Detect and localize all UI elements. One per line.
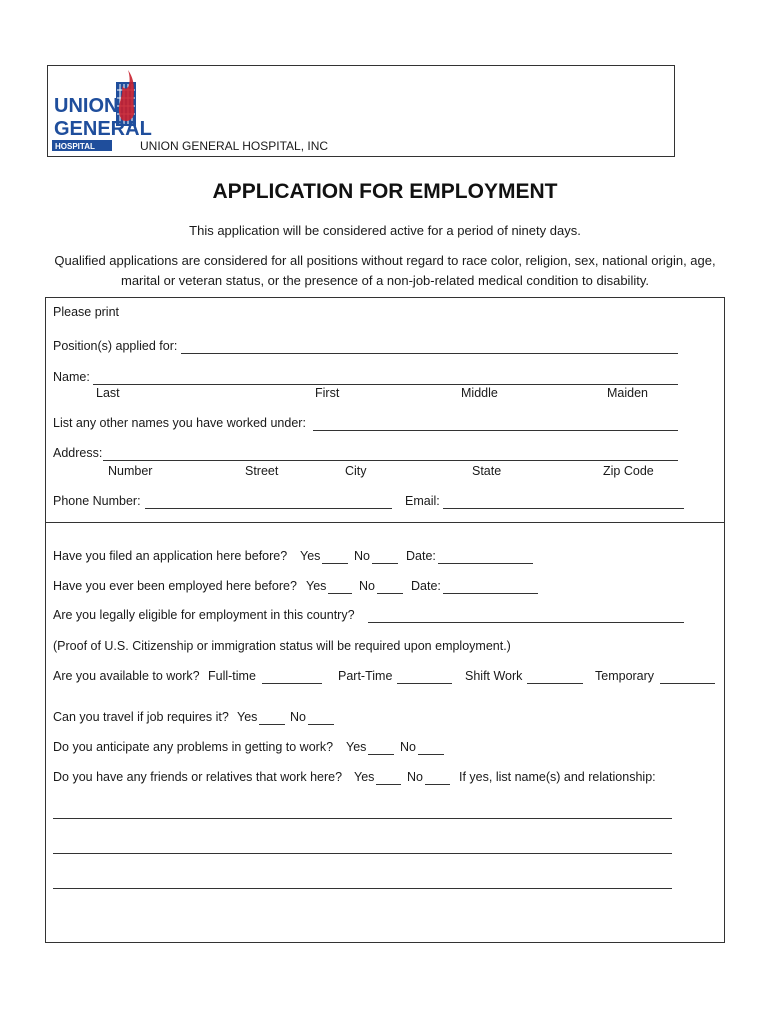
logo-word-general: GENERAL: [54, 118, 152, 140]
email-label: Email:: [405, 494, 440, 508]
phone-field[interactable]: [145, 508, 392, 509]
address-label: Address:: [53, 446, 103, 460]
parttime-label: Part-Time: [338, 669, 393, 683]
address-sub-number: Number: [108, 464, 153, 478]
eligible-question: Are you legally eligible for employment in this country?: [53, 608, 355, 622]
address-field[interactable]: [103, 460, 678, 461]
logo-word-hospital: HOSPITAL: [55, 142, 95, 151]
problems-no-label: No: [400, 740, 416, 754]
list-names-label: If yes, list name(s) and relationship:: [459, 770, 656, 784]
relatives-line-3[interactable]: [53, 888, 672, 889]
friends-question: Do you have any friends or relatives that work here?: [53, 770, 343, 784]
employed-before-yes-label: Yes: [306, 579, 327, 593]
fulltime-field[interactable]: [262, 683, 322, 684]
filed-before-no-field[interactable]: [372, 563, 398, 564]
proof-note: (Proof of U.S. Citizenship or immigration status will be required upon employment.): [53, 639, 511, 653]
phone-label: Phone Number:: [53, 494, 141, 508]
other-names-field[interactable]: [313, 430, 678, 431]
other-names-label: List any other names you have worked under:: [53, 416, 306, 430]
problems-yes-field[interactable]: [368, 754, 394, 755]
logo-word-union: UNION: [54, 95, 119, 117]
name-sub-last: Last: [96, 386, 120, 400]
travel-no-label: No: [290, 710, 306, 724]
travel-yes-label: Yes: [237, 710, 258, 724]
address-sub-zip: Zip Code: [603, 464, 654, 478]
email-field[interactable]: [443, 508, 684, 509]
address-sub-state: State: [472, 464, 502, 478]
fulltime-label: Full-time: [208, 669, 256, 683]
position-label: Position(s) applied for:: [53, 339, 178, 353]
filed-before-yes-label: Yes: [300, 549, 321, 563]
availability-question: Are you available to work?: [53, 669, 200, 683]
union-general-logo: [52, 68, 152, 156]
hospital-name: UNION GENERAL HOSPITAL, INC: [140, 139, 329, 153]
relatives-line-1[interactable]: [53, 818, 672, 819]
employed-before-date-field[interactable]: [443, 593, 538, 594]
temporary-label: Temporary: [595, 669, 655, 683]
please-print-label: Please print: [53, 305, 120, 319]
filed-before-question: Have you filed an application here before?: [53, 549, 288, 563]
name-label: Name:: [53, 370, 90, 384]
relatives-line-2[interactable]: [53, 853, 672, 854]
shiftwork-label: Shift Work: [465, 669, 523, 683]
address-sub-street: Street: [245, 464, 279, 478]
employed-before-no-field[interactable]: [377, 593, 403, 594]
employed-before-yes-field[interactable]: [328, 593, 352, 594]
name-field[interactable]: [93, 384, 678, 385]
friends-no-label: No: [407, 770, 423, 784]
problems-question: Do you anticipate any problems in getting to work?: [53, 740, 334, 754]
eligible-field[interactable]: [368, 622, 684, 623]
active-notice: This application will be considered active for a period of ninety days.: [189, 223, 581, 238]
name-sub-middle: Middle: [461, 386, 498, 400]
temporary-field[interactable]: [660, 683, 715, 684]
travel-yes-field[interactable]: [259, 724, 285, 725]
employed-before-date-label: Date:: [411, 579, 441, 593]
name-sub-first: First: [315, 386, 340, 400]
employed-before-question: Have you ever been employed here before?: [53, 579, 297, 593]
travel-question: Can you travel if job requires it?: [53, 710, 229, 724]
eeo-notice: Qualified applications are considered for all positions without regard to race color, religion, sex, national origin, age, marital or veteran status, or the presence of a non-job-related medical condition to disability.: [54, 253, 716, 288]
filed-before-date-field[interactable]: [438, 563, 533, 564]
filed-before-no-label: No: [354, 549, 370, 563]
problems-no-field[interactable]: [418, 754, 444, 755]
address-sub-city: City: [345, 464, 367, 478]
friends-yes-label: Yes: [354, 770, 375, 784]
filed-before-date-label: Date:: [406, 549, 436, 563]
page-title: APPLICATION FOR EMPLOYMENT: [212, 180, 558, 203]
employed-before-no-label: No: [359, 579, 375, 593]
parttime-field[interactable]: [397, 683, 452, 684]
name-sub-maiden: Maiden: [607, 386, 648, 400]
problems-yes-label: Yes: [346, 740, 367, 754]
travel-no-field[interactable]: [308, 724, 334, 725]
shiftwork-field[interactable]: [527, 683, 583, 684]
friends-yes-field[interactable]: [376, 784, 401, 785]
position-field[interactable]: [181, 353, 678, 354]
friends-no-field[interactable]: [425, 784, 450, 785]
filed-before-yes-field[interactable]: [322, 563, 348, 564]
personal-info-section: [45, 297, 725, 523]
